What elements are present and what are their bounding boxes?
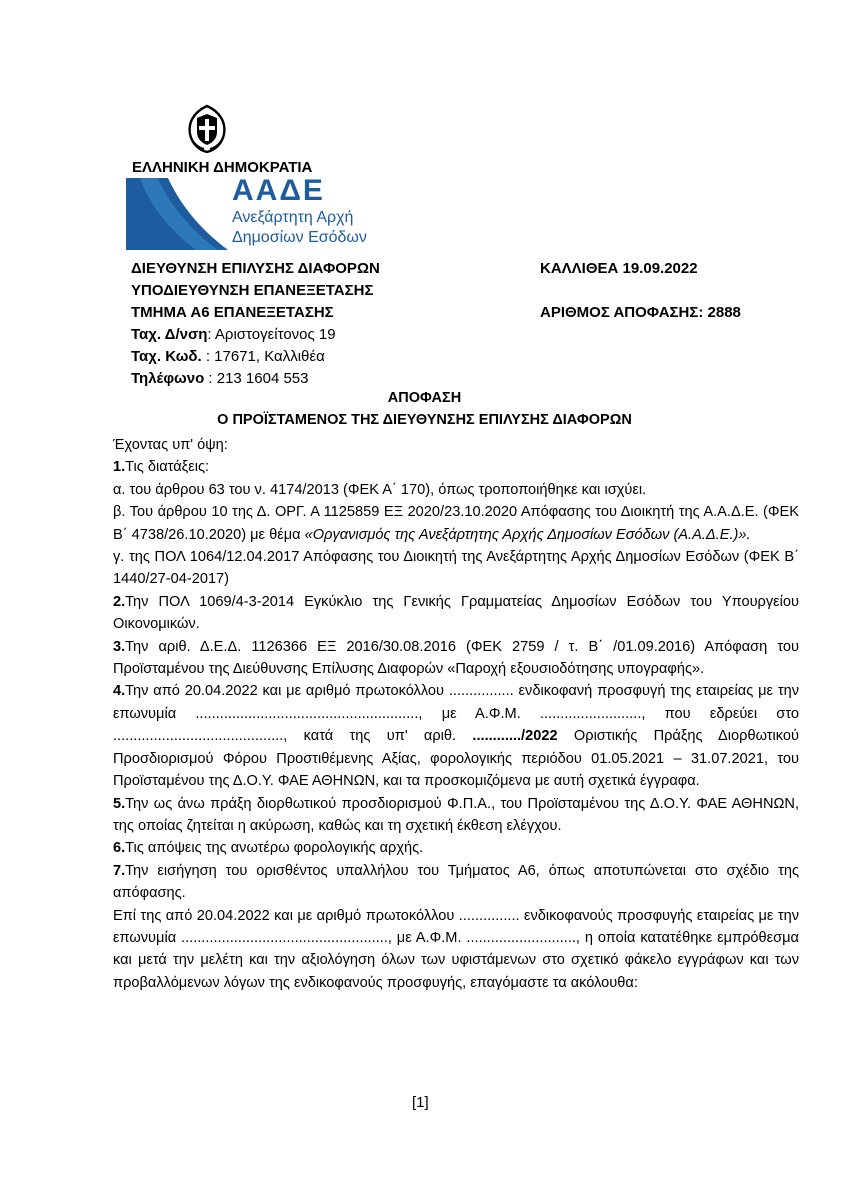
closing-paragraph: Επί της από 20.04.2022 και με αριθμό πρωτοκόλλου ............... ενδικοφανούς προσφυγής εταιρείας με την επωνυμία ..................................................., με Α.Φ.Μ. ..........................., η οποία κατατέθηκε εμπρόθεσμα και μετά την μελέτη και την αξιολόγηση όλων των υφιστάμενων στο σχετικό φάκελο εγγράφων και των προβαλλόμενων λόγων της ενδικοφανούς προσφυγής, επαγόμαστε τα ακόλουθα: <box>113 907 799 991</box>
item-3 <box>113 636 799 681</box>
item-3-text: Την αριθ. Δ.Ε.Δ. 1126366 ΕΞ 2016/30.08.2016 (ΦΕΚ 2759 / τ. Β΄ /01.09.2016) Απόφαση του Προϊσταμένου της Διεύθυνσης Επίλυσης Διαφορών «Παροχή εξουσιοδότησης υπογραφής». <box>113 638 799 678</box>
item-1-text: Τις διατάξεις: <box>125 459 210 476</box>
item-6-text: Τις απόψεις της ανωτέρω φορολογικής αρχής. <box>125 840 424 857</box>
department-label: ΤΜΗΜΑ Α6 ΕΠΑΝΕΞΕΤΑΣΗΣ <box>131 304 334 321</box>
decision-title: ΑΠΟΦΑΣΗ <box>387 390 462 406</box>
item-4-text-b: Οριστικής Πράξης Διορθωτικού Προσδιορισμού Φόρου Προστιθέμενης Αξίας, φορολογικής περιόδου 01.05.2021 – 31.07.2021, του Προϊσταμένου της Δ.Ο.Υ. ΦΑΕ ΑΘΗΝΩΝ, και τα προσκομιζόμενα με αυτή σχετικά έγγραφα. <box>113 728 799 790</box>
phone-label: Τηλέφωνο <box>131 370 205 387</box>
item-7-number: 7. <box>113 862 126 879</box>
item-4-number: 4. <box>113 683 126 700</box>
item-7 <box>113 860 799 905</box>
postcode-line <box>131 347 325 367</box>
greek-emblem-icon <box>184 104 230 154</box>
item-4-bold: ............/2022 <box>472 728 558 745</box>
item-1b <box>113 501 799 546</box>
item-4 <box>113 680 799 792</box>
item-5 <box>113 793 799 838</box>
item-1c: γ. της ΠΟΛ 1064/12.04.2017 Απόφασης του Διοικητή της Ανεξάρτητης Αρχής Δημοσίων Εσόδων (ΦΕΚ Β΄ 1440/27-04-2017) <box>113 549 799 588</box>
decision-number: ΑΡΙΘΜΟΣ ΑΠΟΦΑΣΗΣ: 2888 <box>540 304 741 321</box>
decision-body <box>113 434 799 994</box>
address-value: : Αριστογείτονος 19 <box>207 326 336 343</box>
item-6-number: 6. <box>113 840 126 857</box>
item-4-text-a: Την από 20.04.2022 και με αριθμό πρωτοκόλλου ................ ενδικοφανή προσφυγή της εταιρείας με την επωνυμία ......................................................., με Α.Φ.Μ. ........................., που εδρεύει στο .........................................., κατά της υπ' αριθ. <box>113 683 799 745</box>
head-title: Ο ΠΡΟΪΣΤΑΜΕΝΟΣ ΤΗΣ ΔΙΕΥΘΥΝΣΗΣ ΕΠΙΛΥΣΗΣ ΔΙΑΦΟΡΩΝ <box>217 412 632 428</box>
logo-line-1: Ανεξάρτητη Αρχή <box>232 209 354 226</box>
logo-line-2: Δημοσίων Εσόδων <box>232 229 367 246</box>
item-6 <box>113 837 799 859</box>
subdirectorate-label: ΥΠΟΔΙΕΥΘΥΝΣΗ ΕΠΑΝΕΞΕΤΑΣΗΣ <box>131 282 374 299</box>
phone-value: : 213 1604 553 <box>204 370 309 387</box>
address-line <box>131 325 336 345</box>
aade-logo-mark-icon <box>126 178 228 250</box>
address-label: Ταχ. Δ/νση <box>131 326 208 343</box>
postcode-value: : 17671, Καλλιθέα <box>201 348 325 365</box>
item-5-text: Την ως άνω πράξη διορθωτικού προσδιορισμού Φ.Π.Α., του Προϊσταμένου της Δ.Ο.Υ. ΦΑΕ ΑΘΗΝΩΝ, της οποίας ζητείται η ακύρωση, καθώς και τη σχετική έκθεση ελέγχου. <box>113 795 799 834</box>
intro-text: Έχοντας υπ' όψη: <box>113 437 228 453</box>
item-3-number: 3. <box>113 638 126 655</box>
item-1 <box>113 456 799 478</box>
item-1-number: 1. <box>113 459 126 476</box>
directorate-label: ΔΙΕΥΘΥΝΣΗ ΕΠΙΛΥΣΗΣ ΔΙΑΦΟΡΩΝ <box>131 260 380 277</box>
postcode-label: Ταχ. Κωδ. <box>131 348 202 365</box>
place-date: ΚΑΛΛΙΘΕΑ 19.09.2022 <box>540 260 698 277</box>
item-2-text: Την ΠΟΛ 1069/4-3-2014 Εγκύκλιο της Γενικής Γραμματείας Δημοσίων Εσόδων του Υπουργείου Οικονομικών. <box>113 593 799 633</box>
item-2-number: 2. <box>113 593 126 610</box>
item-1b-italic: «Οργανισμός της Ανεξάρτητης Αρχής Δημοσίων Εσόδων (Α.Α.Δ.Ε.)». <box>304 526 751 543</box>
item-7-text: Την εισήγηση του ορισθέντος υπαλλήλου του Τμήματος Α6, όπως αποτυπώνεται στο σχέδιο της απόφασης. <box>113 862 799 902</box>
republic-label: ΕΛΛΗΝΙΚΗ ΔΗΜΟΚΡΑΤΙΑ <box>132 159 313 176</box>
item-1a: α. του άρθρου 63 του ν. 4174/2013 (ΦΕΚ Α΄ 170), όπως τροποποιήθηκε και ισχύει. <box>113 481 647 498</box>
phone-line <box>131 369 309 389</box>
page-number: [1] <box>412 1094 429 1111</box>
item-5-number: 5. <box>113 795 126 812</box>
logo-acronym: ΑΑΔΕ <box>232 174 325 207</box>
aade-logo <box>126 174 381 252</box>
item-1b-text: β. Του άρθρου 10 της Δ. ΟΡΓ. Α 1125859 ΕΞ 2020/23.10.2020 Απόφασης του Διοικητή της Α.Α.Δ.Ε. (ΦΕΚ Β΄ 4738/26.10.2020) με θέμα <box>113 504 799 543</box>
item-2 <box>113 591 799 636</box>
